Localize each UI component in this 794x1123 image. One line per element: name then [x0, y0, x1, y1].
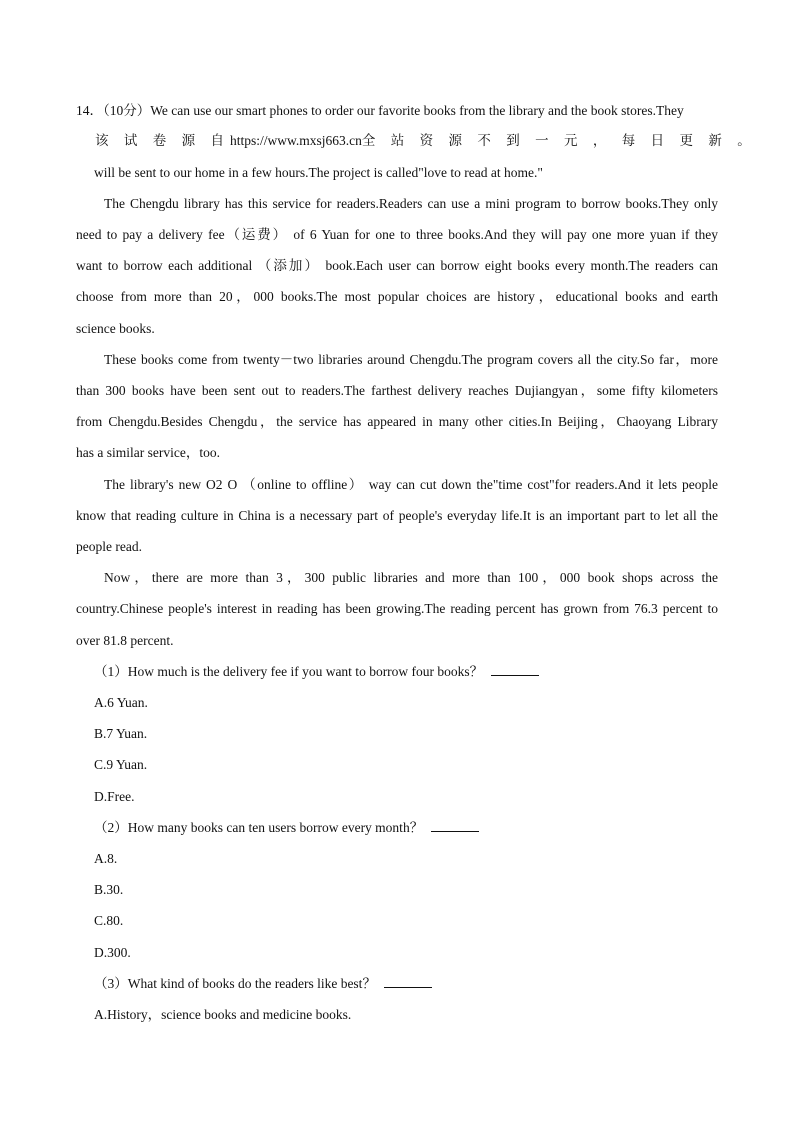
para2-line: from Chengdu.Besides Chengdu，the service has appeared in many other cities.In Beijing，Chaoyang Library	[76, 414, 718, 429]
watermark-line	[95, 132, 757, 150]
option-d[interactable]: D.Free.	[94, 789, 135, 804]
para4-line: country.Chinese people's interest in reading has been growing.The reading percent has grown from 76.3 percent to	[76, 601, 718, 616]
option-a[interactable]: A.History，science books and medicine books.	[94, 1007, 352, 1022]
option-b[interactable]: B.30.	[94, 882, 124, 897]
option-b[interactable]: B.7 Yuan.	[94, 726, 148, 741]
para3-line: The library's new O2 O （online to offline） way can cut down the"time cost"for readers.And it lets people	[104, 477, 718, 492]
para1-line: The Chengdu library has this service for readers.Readers can use a mini program to borrow books.They only	[104, 196, 718, 211]
para1-line: need to pay a delivery fee（运费） of 6 Yuan for one to three books.And they will pay one more yuan if they	[76, 227, 718, 242]
para1-line: science books.	[76, 321, 155, 336]
para2-line: than 300 books have been sent out to readers.The farthest delivery reaches Dujiangyan，some fifty kilometers	[76, 383, 718, 398]
subquestion-2-stem: （2）How many books can ten users borrow every month？	[94, 820, 424, 835]
subquestion-3	[94, 975, 432, 993]
option-c[interactable]: C.9 Yuan.	[94, 757, 148, 772]
subquestion-2	[94, 819, 479, 837]
para4-line: over 81.8 percent.	[76, 633, 174, 648]
para3-line: know that reading culture in China is a necessary part of people's everyday life.It is an important part to let all the	[76, 508, 718, 523]
para2-line: These books come from twenty－two libraries around Chengdu.The program covers all the city.So far，more	[104, 352, 718, 367]
answer-blank[interactable]	[384, 975, 432, 988]
subquestion-3-stem: （3）What kind of books do the readers like best？	[94, 976, 376, 991]
answer-blank[interactable]	[431, 819, 479, 832]
para1-line: choose from more than 20，000 books.The most popular choices are history，educational books and earth	[76, 289, 718, 304]
option-a[interactable]: A.8.	[94, 851, 118, 866]
watermark-right-text: 全 站 资 源 不 到 一 元 ， 每 日 更 新 。	[361, 133, 757, 148]
para4-line: Now，there are more than 3，300 public libraries and more than 100，000 book shops across the	[104, 570, 718, 585]
para1-line: want to borrow each additional （添加） book.Each user can borrow eight books every month.The readers can	[76, 258, 718, 273]
question-header: 14．（10分）We can use our smart phones to order our favorite books from the library and the book stores.They	[76, 103, 684, 118]
subquestion-1	[94, 663, 539, 681]
watermark-url: https://www.mxsj663.cn	[230, 133, 362, 148]
option-c[interactable]: C.80.	[94, 913, 124, 928]
watermark-left-text: 该 试 卷 源 自	[95, 133, 230, 148]
question-header-continuation: will be sent to our home in a few hours.The project is called"love to read at home."	[94, 165, 543, 180]
option-a[interactable]: A.6 Yuan.	[94, 695, 148, 710]
option-d[interactable]: D.300.	[94, 945, 131, 960]
answer-blank[interactable]	[491, 663, 539, 676]
para3-line: people read.	[76, 539, 142, 554]
para2-line: has a similar service，too.	[76, 445, 220, 460]
subquestion-1-stem: （1）How much is the delivery fee if you want to borrow four books？	[94, 664, 484, 679]
